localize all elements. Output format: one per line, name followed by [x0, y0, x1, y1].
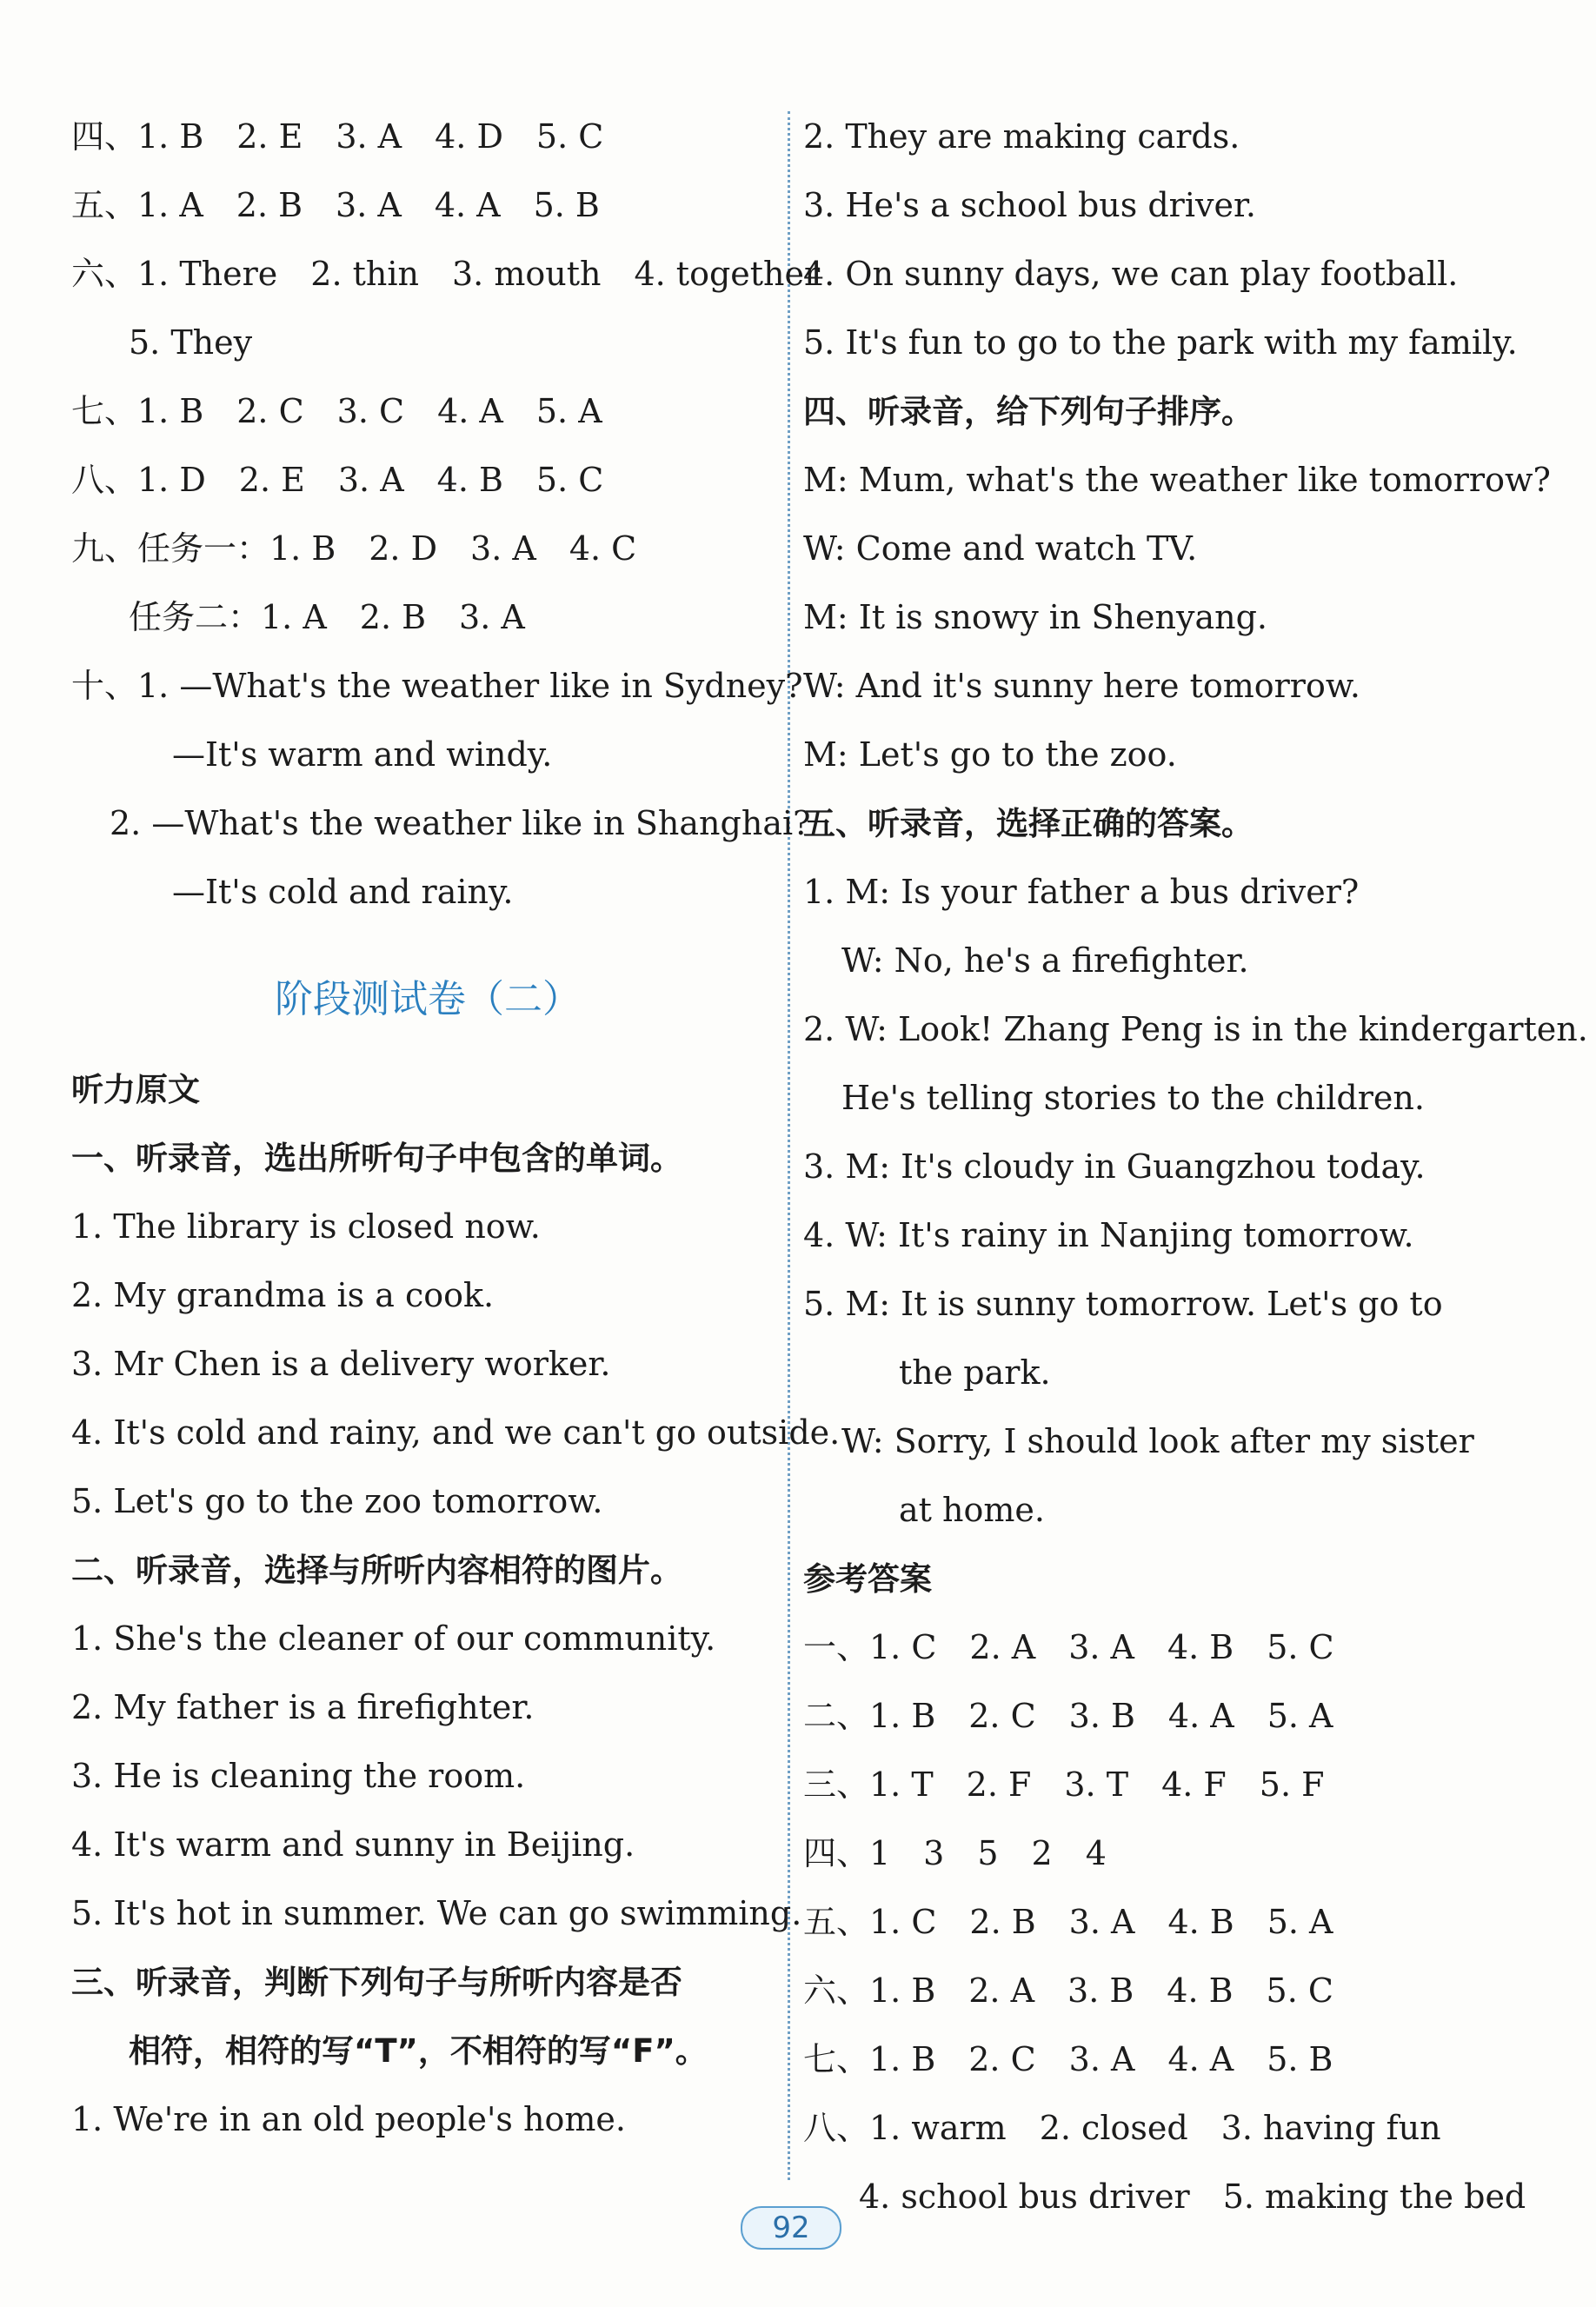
- section-5-item: 4. W: It's rainy in Nanjing tomorrow.: [803, 1216, 1414, 1254]
- answer-key-line-8b: 4. school bus driver 5. making the bed: [859, 2177, 1526, 2216]
- section-2-item: 4. It's warm and sunny in Beijing.: [71, 1825, 635, 1864]
- section-5-heading: 五、听录音，选择正确的答案。: [803, 805, 1254, 842]
- answer-line-4: 四、1. B 2. E 3. A 4. D 5. C: [71, 117, 604, 156]
- section-1-item: 2. My grandma is a cook.: [71, 1276, 495, 1314]
- section-4-heading: 四、听录音，给下列句子排序。: [803, 393, 1254, 430]
- answer-key-line: 一、1. C 2. A 3. A 4. B 5. C: [803, 1628, 1334, 1666]
- answer-line-5: 五、1. A 2. B 3. A 4. A 5. B: [71, 186, 600, 224]
- page-number: 92: [741, 2206, 841, 2250]
- answer-key-line: 七、1. B 2. C 3. A 4. A 5. B: [803, 2040, 1333, 2078]
- right-column: [803, 103, 1588, 2231]
- section-1-item: 4. It's cold and rainy, and we can't go outside.: [71, 1413, 841, 1452]
- answer-key-line: 五、1. C 2. B 3. A 4. B 5. A: [803, 1903, 1333, 1941]
- section-3-item: 3. He's a school bus driver.: [803, 186, 1257, 224]
- answer-key-line: 二、1. B 2. C 3. B 4. A 5. A: [803, 1697, 1333, 1735]
- section-4-item: M: Mum, what's the weather like tomorrow?: [803, 461, 1551, 499]
- answer-line-10-1a: —It's warm and windy.: [172, 735, 553, 774]
- answer-line-6b: 5. They: [129, 323, 253, 362]
- answer-key-line: 三、1. T 2. F 3. T 4. F 5. F: [803, 1765, 1325, 1804]
- section-2-item: 2. My father is a firefighter.: [71, 1688, 535, 1726]
- answer-key-line: 四、1 3 5 2 4: [803, 1834, 1107, 1872]
- section-5-item: He's telling stories to the children.: [841, 1079, 1425, 1117]
- answer-line-10-2q: 2. —What's the weather like in Shanghai?: [110, 804, 811, 842]
- section-3-heading-cont: 相符，相符的写“T”，不相符的写“F”。: [129, 2032, 708, 2070]
- section-5-item: W: Sorry, I should look after my sister: [841, 1422, 1474, 1460]
- section-1-item: 5. Let's go to the zoo tomorrow.: [71, 1482, 603, 1520]
- section-4-item: M: It is snowy in Shenyang.: [803, 598, 1267, 636]
- section-2-item: 1. She's the cleaner of our community.: [71, 1619, 716, 1658]
- stage-test-title: 阶段测试卷（二）: [275, 977, 581, 1021]
- section-5-item: W: No, he's a firefighter.: [841, 941, 1249, 980]
- left-column: [71, 103, 841, 2154]
- section-3-heading: 三、听录音，判断下列句子与所听内容是否: [71, 1964, 682, 2001]
- section-2-heading: 二、听录音，选择与所听内容相符的图片。: [71, 1552, 682, 1589]
- section-4-item: W: Come and watch TV.: [803, 529, 1198, 568]
- answer-line-6a: 六、1. There 2. thin 3. mouth 4. together: [71, 255, 821, 293]
- section-1-item: 3. Mr Chen is a delivery worker.: [71, 1345, 611, 1383]
- answer-key-heading: 参考答案: [803, 1560, 932, 1598]
- section-1-heading: 一、听录音，选出所听句子中包含的单词。: [71, 1140, 682, 1177]
- answer-key-line: 六、1. B 2. A 3. B 4. B 5. C: [803, 1971, 1333, 2010]
- section-3-item: 2. They are making cards.: [803, 117, 1240, 156]
- transcript-heading: 听力原文: [71, 1071, 200, 1108]
- answer-line-10-2a: —It's cold and rainy.: [172, 873, 514, 911]
- column-divider: [788, 111, 790, 2180]
- section-3-item: 1. We're in an old people's home.: [71, 2100, 626, 2138]
- section-4-item: W: And it's sunny here tomorrow.: [803, 667, 1360, 705]
- section-5-item: 5. M: It is sunny tomorrow. Let's go to: [803, 1285, 1443, 1323]
- section-2-item: 3. He is cleaning the room.: [71, 1757, 526, 1795]
- section-5-item: 3. M: It's cloudy in Guangzhou today.: [803, 1147, 1426, 1186]
- answer-line-9a: 九、任务一：1. B 2. D 3. A 4. C: [71, 529, 637, 568]
- section-4-item: M: Let's go to the zoo.: [803, 735, 1177, 774]
- section-5-item: at home.: [899, 1491, 1045, 1529]
- section-5-item: 1. M: Is your father a bus driver?: [803, 873, 1360, 911]
- section-5-item: the park.: [899, 1353, 1051, 1392]
- section-5-item: 2. W: Look! Zhang Peng is in the kindergarten.: [803, 1010, 1588, 1048]
- answer-line-10-1q: 十、1. —What's the weather like in Sydney?: [71, 667, 803, 705]
- answer-line-9b: 任务二：1. A 2. B 3. A: [129, 598, 525, 636]
- section-3-item: 4. On sunny days, we can play football.: [803, 255, 1459, 293]
- section-3-item: 5. It's fun to go to the park with my family.: [803, 323, 1518, 362]
- answer-line-8: 八、1. D 2. E 3. A 4. B 5. C: [71, 461, 604, 499]
- answer-key-line-8a: 八、1. warm 2. closed 3. having fun: [803, 2109, 1441, 2147]
- answer-line-7: 七、1. B 2. C 3. C 4. A 5. A: [71, 392, 602, 430]
- section-2-item: 5. It's hot in summer. We can go swimming.: [71, 1894, 802, 1932]
- section-1-item: 1. The library is closed now.: [71, 1207, 541, 1246]
